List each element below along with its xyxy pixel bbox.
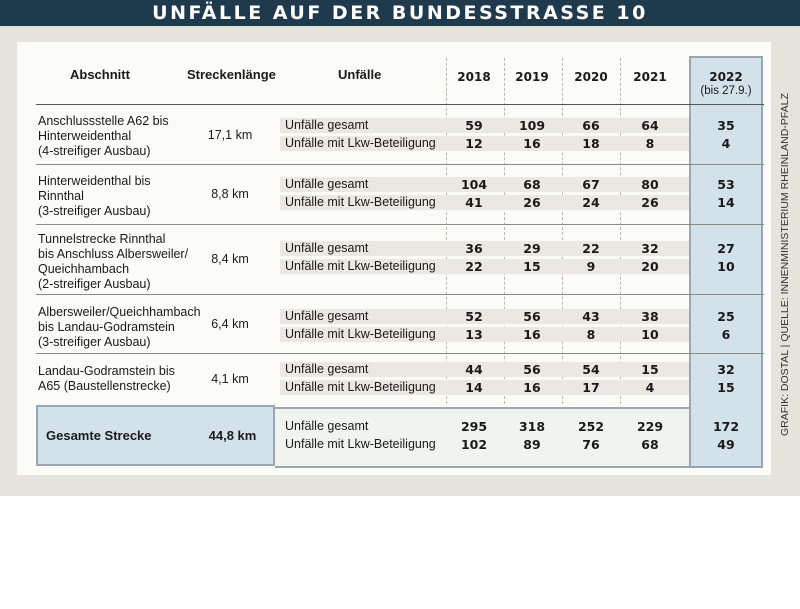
value-truck-2021: 20 — [641, 259, 659, 274]
summary-length: 44,8 km — [208, 428, 257, 443]
section-length: 4,1 km — [211, 371, 249, 386]
summary-truck-2018: 102 — [460, 437, 488, 452]
section-name — [38, 364, 198, 394]
header-year-2018: 2018 — [457, 70, 491, 84]
metric-label-truck: Unfälle mit Lkw-Beteiligung — [285, 195, 436, 209]
value-truck-2019: 16 — [523, 136, 541, 151]
header-2022-note: (bis 27.9.) — [700, 85, 752, 97]
summary-name: Gesamte Strecke — [46, 428, 152, 443]
section-name-line: A65 (Baustellenstrecke) — [38, 379, 171, 393]
value-total-2022: 32 — [717, 362, 735, 377]
value-truck-2022: 4 — [721, 136, 731, 151]
value-total-2021: 15 — [641, 362, 659, 377]
section-length: 8,4 km — [211, 252, 249, 266]
section-name-line: Queichhambach — [38, 262, 130, 276]
value-truck-2021: 26 — [641, 195, 659, 210]
section-name-line: Albersweiler/Queichhambach — [38, 305, 201, 319]
summary-total-2021: 229 — [636, 419, 664, 434]
summary-label-truck: Unfälle mit Lkw-Beteiligung — [285, 437, 436, 451]
section-name-line: Tunnelstrecke Rinnthal — [38, 232, 166, 246]
row-rule — [36, 294, 764, 295]
value-total-2018: 104 — [460, 177, 488, 192]
value-truck-2018: 41 — [465, 195, 483, 210]
summary-truck-2022: 49 — [717, 437, 735, 452]
summary-total-2019: 318 — [518, 419, 546, 434]
header-year-2021: 2021 — [633, 70, 667, 84]
value-truck-2020: 24 — [582, 195, 600, 210]
value-total-2019: 56 — [523, 362, 541, 377]
value-truck-2020: 9 — [586, 259, 596, 274]
value-truck-2018: 14 — [465, 380, 483, 395]
section-name-line: Anschlussstelle A62 bis — [38, 114, 169, 128]
section-name — [38, 174, 198, 219]
header-section: Abschnitt — [70, 67, 130, 82]
value-total-2020: 66 — [582, 118, 600, 133]
value-total-2021: 80 — [641, 177, 659, 192]
header-length: Streckenlänge — [187, 67, 276, 82]
value-total-2022: 27 — [717, 241, 735, 256]
value-truck-2022: 10 — [717, 259, 735, 274]
value-truck-2019: 16 — [523, 380, 541, 395]
section-name-line: bis Landau-Godramstein — [38, 320, 175, 334]
value-truck-2018: 22 — [465, 259, 483, 274]
value-truck-2018: 13 — [465, 327, 483, 342]
value-truck-2020: 8 — [586, 327, 596, 342]
section-name-line: (3-streifiger Ausbau) — [38, 204, 151, 218]
value-total-2020: 43 — [582, 309, 600, 324]
value-total-2022: 25 — [717, 309, 735, 324]
section-length: 6,4 km — [211, 316, 249, 331]
value-total-2021: 64 — [641, 118, 659, 133]
header-year-2020: 2020 — [574, 70, 608, 84]
summary-truck-2020: 76 — [582, 437, 600, 452]
header-year-2022: 2022 — [709, 70, 743, 84]
section-name-line: (4-streifiger Ausbau) — [38, 144, 151, 158]
value-total-2021: 38 — [641, 309, 659, 324]
row-rule — [36, 224, 764, 225]
metric-label-truck: Unfälle mit Lkw-Beteiligung — [285, 380, 436, 394]
value-truck-2018: 12 — [465, 136, 483, 151]
value-total-2019: 68 — [523, 177, 541, 192]
section-name-line: (3-streifiger Ausbau) — [38, 335, 151, 349]
value-truck-2020: 18 — [582, 136, 600, 151]
metric-label-truck: Unfälle mit Lkw-Beteiligung — [285, 327, 436, 341]
metric-label-total: Unfälle gesamt — [285, 362, 369, 376]
value-total-2018: 44 — [465, 362, 483, 377]
value-total-2019: 56 — [523, 309, 541, 324]
value-truck-2022: 14 — [717, 195, 735, 210]
summary-truck-2021: 68 — [641, 437, 659, 452]
value-truck-2020: 17 — [582, 380, 600, 395]
metric-label-truck: Unfälle mit Lkw-Beteiligung — [285, 259, 436, 273]
value-total-2018: 59 — [465, 118, 483, 133]
section-name — [38, 114, 198, 159]
value-total-2020: 54 — [582, 362, 600, 377]
section-name — [38, 232, 198, 292]
value-total-2020: 22 — [582, 241, 600, 256]
value-truck-2022: 6 — [721, 327, 731, 342]
metric-label-total: Unfälle gesamt — [285, 177, 369, 191]
value-total-2022: 35 — [717, 118, 735, 133]
section-name-line: Hinterweidenthal bis — [38, 174, 151, 188]
value-truck-2019: 16 — [523, 327, 541, 342]
value-total-2022: 53 — [717, 177, 735, 192]
row-rule — [36, 353, 764, 354]
value-truck-2022: 15 — [717, 380, 735, 395]
section-name-line: Landau-Godramstein bis — [38, 364, 175, 378]
summary-label-total: Unfälle gesamt — [285, 419, 369, 433]
metric-label-total: Unfälle gesamt — [285, 118, 369, 132]
section-name-line: bis Anschluss Albersweiler/ — [38, 247, 189, 261]
chart-title: UNFÄLLE AUF DER BUNDESSTRASSE 10 — [0, 0, 800, 26]
value-total-2018: 52 — [465, 309, 483, 324]
section-length: 8,8 km — [211, 187, 249, 201]
value-truck-2019: 26 — [523, 195, 541, 210]
summary-total-2018: 295 — [460, 419, 488, 434]
value-total-2021: 32 — [641, 241, 659, 256]
value-truck-2021: 4 — [645, 380, 655, 395]
value-truck-2021: 8 — [645, 136, 655, 151]
value-total-2019: 29 — [523, 241, 541, 256]
value-total-2018: 36 — [465, 241, 483, 256]
header-rule — [36, 104, 764, 105]
metric-label-total: Unfälle gesamt — [285, 309, 369, 323]
metric-label-truck: Unfälle mit Lkw-Beteiligung — [285, 136, 436, 150]
section-name — [38, 305, 201, 350]
section-name-line: Hinterweidenthal — [38, 129, 132, 143]
source-credit: GRAFIK: DOSTAL | QUELLE: INNENMINISTERIUM RHEINLAND-PFALZ — [779, 93, 791, 437]
value-total-2019: 109 — [518, 118, 546, 133]
header-year-2019: 2019 — [515, 70, 549, 84]
metric-label-total: Unfälle gesamt — [285, 241, 369, 255]
section-length: 17,1 km — [207, 127, 253, 142]
summary-truck-2019: 89 — [523, 437, 541, 452]
section-name-line: Rinnthal — [38, 189, 84, 203]
summary-total-2022: 172 — [712, 419, 740, 434]
value-total-2020: 67 — [582, 177, 600, 192]
value-truck-2019: 15 — [523, 259, 541, 274]
row-rule — [36, 164, 764, 165]
value-truck-2021: 10 — [641, 327, 659, 342]
section-name-line: (2-streifiger Ausbau) — [38, 277, 151, 291]
summary-total-2020: 252 — [577, 419, 605, 434]
header-metric: Unfälle — [338, 67, 382, 82]
